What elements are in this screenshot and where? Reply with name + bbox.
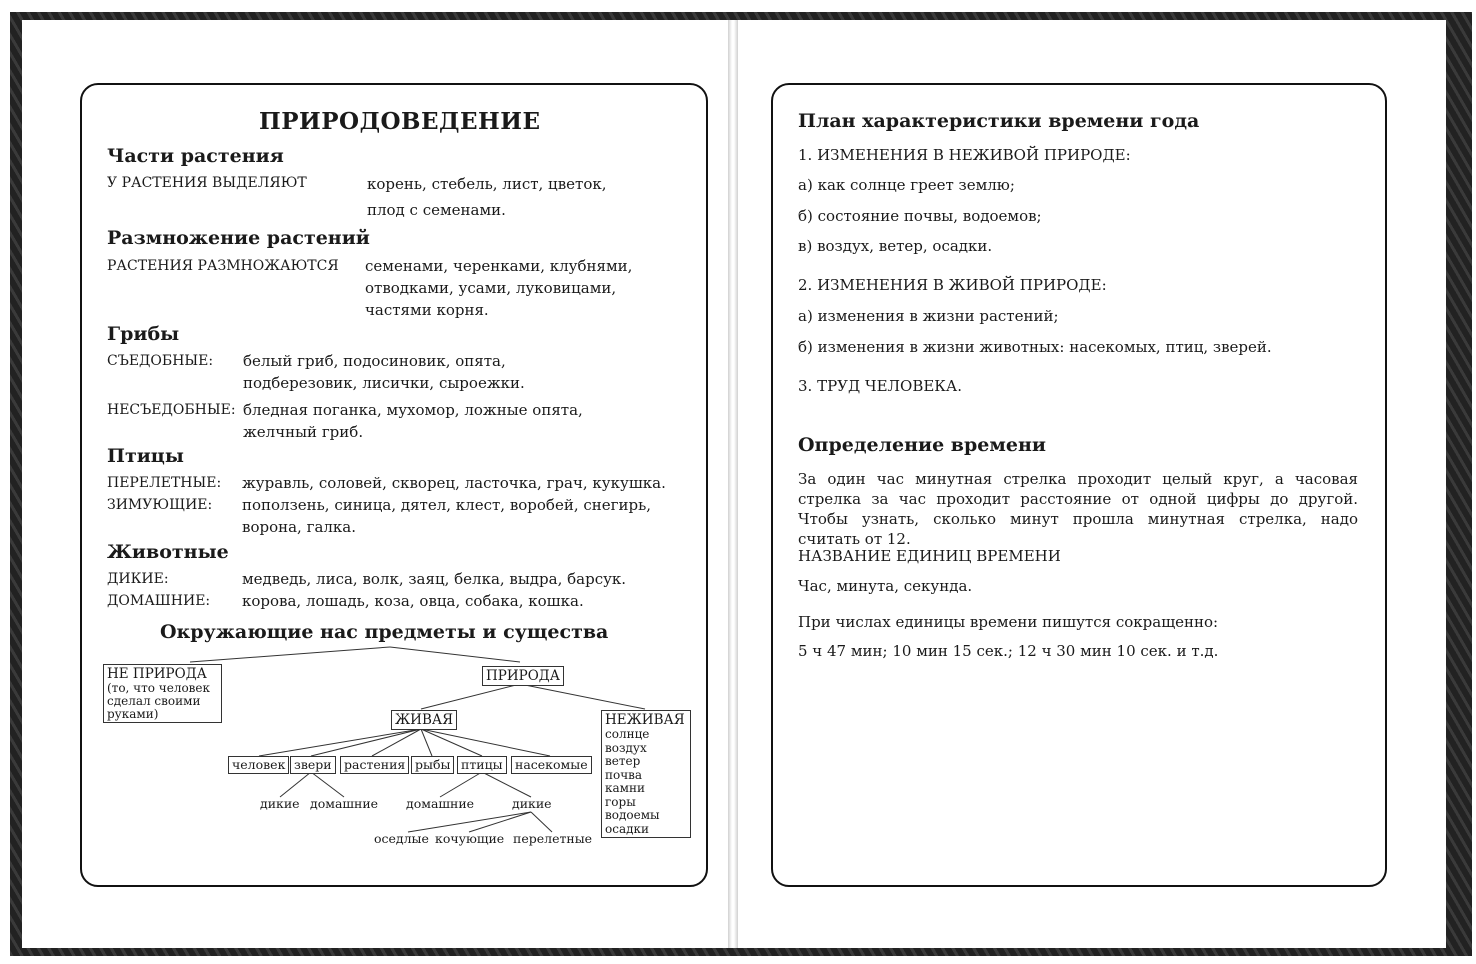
nonliving-label: НЕЖИВАЯ [605, 712, 685, 728]
domestic-label: ДОМАШНИЕ: [107, 593, 211, 609]
wild-label: ДИКИЕ: [107, 571, 169, 587]
wintering-label: ЗИМУЮЩИЕ: [107, 497, 213, 513]
wild-animals: медведь, лиса, волк, заяц, белка, выдра, барсук. [242, 570, 627, 588]
time-paragraph: За один час минутная стрелка проходит целый круг, а часовая стрелка за час проходит расстояние от одной цифры до другой. Чтобы узнать, сколько минут прошла минутная стрелка, надо считать от 12. [798, 470, 1358, 548]
season-plan-s1: 1. ИЗМЕНЕНИЯ В НЕЖИВОЙ ПРИРОДЕ: [798, 146, 1131, 164]
edible-label: СЪЕДОБНЫЕ: [107, 353, 214, 369]
time-abbr-example: 5 ч 47 мин; 10 мин 15 сек.; 12 ч 30 мин 10 сек. и т.д. [798, 642, 1219, 660]
plant-parts-heading: Части растения [107, 145, 284, 167]
page-title: ПРИРОДОВЕДЕНИЕ [259, 108, 541, 135]
migratory-label: ПЕРЕЛЕТНЫЕ: [107, 475, 222, 491]
not-nature-label: НЕ ПРИРОДА [107, 666, 207, 682]
not-nature-box [103, 664, 222, 723]
mushrooms-heading: Грибы [107, 323, 180, 345]
beasts-domestic: домашние [310, 796, 379, 811]
season-plan-s3: 3. ТРУД ЧЕЛОВЕКА. [798, 377, 963, 395]
season-plan-s1a: а) как солнце греет землю; [798, 176, 1015, 194]
nonliving-item: водоемы [605, 808, 660, 822]
animals-heading: Животные [107, 541, 229, 563]
edible-line1: белый гриб, подосиновик, опята, [243, 352, 506, 370]
not-nature-note-3: руками) [107, 707, 159, 721]
living-item-fish: рыбы [411, 756, 454, 774]
living-item-insects: насекомые [511, 756, 592, 774]
living-item-human: человек [228, 756, 289, 774]
birds-nomadic: кочующие [435, 831, 505, 846]
living-item-plants: растения [340, 756, 409, 774]
living-item-beasts: звери [290, 756, 336, 774]
time-heading: Определение времени [798, 434, 1046, 456]
season-plan-s2: 2. ИЗМЕНЕНИЯ В ЖИВОЙ ПРИРОДЕ: [798, 276, 1107, 294]
reproduction-label: РАСТЕНИЯ РАЗМНОЖАЮТСЯ [107, 258, 339, 274]
reproduction-line1: семенами, черенками, клубнями, [365, 257, 633, 275]
inedible-line1: бледная поганка, мухомор, ложные опята, [243, 401, 583, 419]
time-units: Час, минута, секунда. [798, 577, 973, 595]
nonliving-item: осадки [605, 821, 649, 836]
living-box: ЖИВАЯ [391, 710, 457, 730]
birds-heading: Птицы [107, 445, 184, 467]
domestic-animals: корова, лошадь, коза, овца, собака, кошка. [242, 592, 584, 610]
wintering-line1: поползень, синица, дятел, клест, воробей, снегирь, [242, 496, 652, 514]
not-nature-note-1: (то, что человек [107, 681, 211, 695]
time-abbr-note: При числах единицы времени пишутся сокращенно: [798, 613, 1219, 631]
season-plan-heading: План характеристики времени года [798, 110, 1200, 132]
nonliving-item: горы [605, 794, 636, 809]
migratory-birds: журавль, соловей, скворец, ласточка, грач, кукушка. [242, 474, 666, 492]
birds-domestic: домашние [406, 796, 475, 811]
birds-wild: дикие [512, 796, 552, 811]
nonliving-box [601, 710, 691, 838]
nonliving-item: солнце [605, 727, 650, 741]
birds-sedentary: оседлые [374, 831, 429, 846]
inedible-label: НЕСЪЕДОБНЫЕ: [107, 402, 236, 418]
season-plan-s2a: а) изменения в жизни растений; [798, 307, 1059, 325]
living-item-birds: птицы [457, 756, 507, 774]
season-plan-s2b: б) изменения в жизни животных: насекомых, птиц, зверей. [798, 338, 1272, 356]
time-units-heading: НАЗВАНИЕ ЕДИНИЦ ВРЕМЕНИ [798, 547, 1061, 565]
plant-parts-line2: плод с семенами. [367, 201, 506, 219]
inedible-line2: желчный гриб. [243, 423, 364, 441]
birds-migratory: перелетные [513, 831, 593, 846]
nonliving-item: ветер [605, 754, 641, 768]
nonliving-item: почва [605, 767, 643, 782]
season-plan-s1b: б) состояние почвы, водоемов; [798, 207, 1042, 225]
reproduction-heading: Размножение растений [107, 227, 370, 249]
edible-line2: подберезовик, лисички, сыроежки. [243, 374, 525, 392]
season-plan-s1c: в) воздух, ветер, осадки. [798, 237, 993, 255]
nonliving-item: воздух [605, 740, 647, 755]
book-gutter [728, 20, 738, 948]
plant-parts-line1: корень, стебель, лист, цветок, [367, 175, 607, 193]
not-nature-note-2: сделал своими [107, 694, 201, 708]
beasts-wild: дикие [260, 796, 300, 811]
diagram-heading: Окружающие нас предметы и существа [160, 621, 609, 643]
nonliving-item: камни [605, 781, 645, 795]
plant-parts-label: У РАСТЕНИЯ ВЫДЕЛЯЮТ [107, 175, 307, 191]
reproduction-line2: отводками, усами, луковицами, [365, 279, 617, 297]
wintering-line2: ворона, галка. [242, 518, 357, 536]
reproduction-line3: частями корня. [365, 301, 489, 319]
nature-box: ПРИРОДА [482, 666, 564, 686]
